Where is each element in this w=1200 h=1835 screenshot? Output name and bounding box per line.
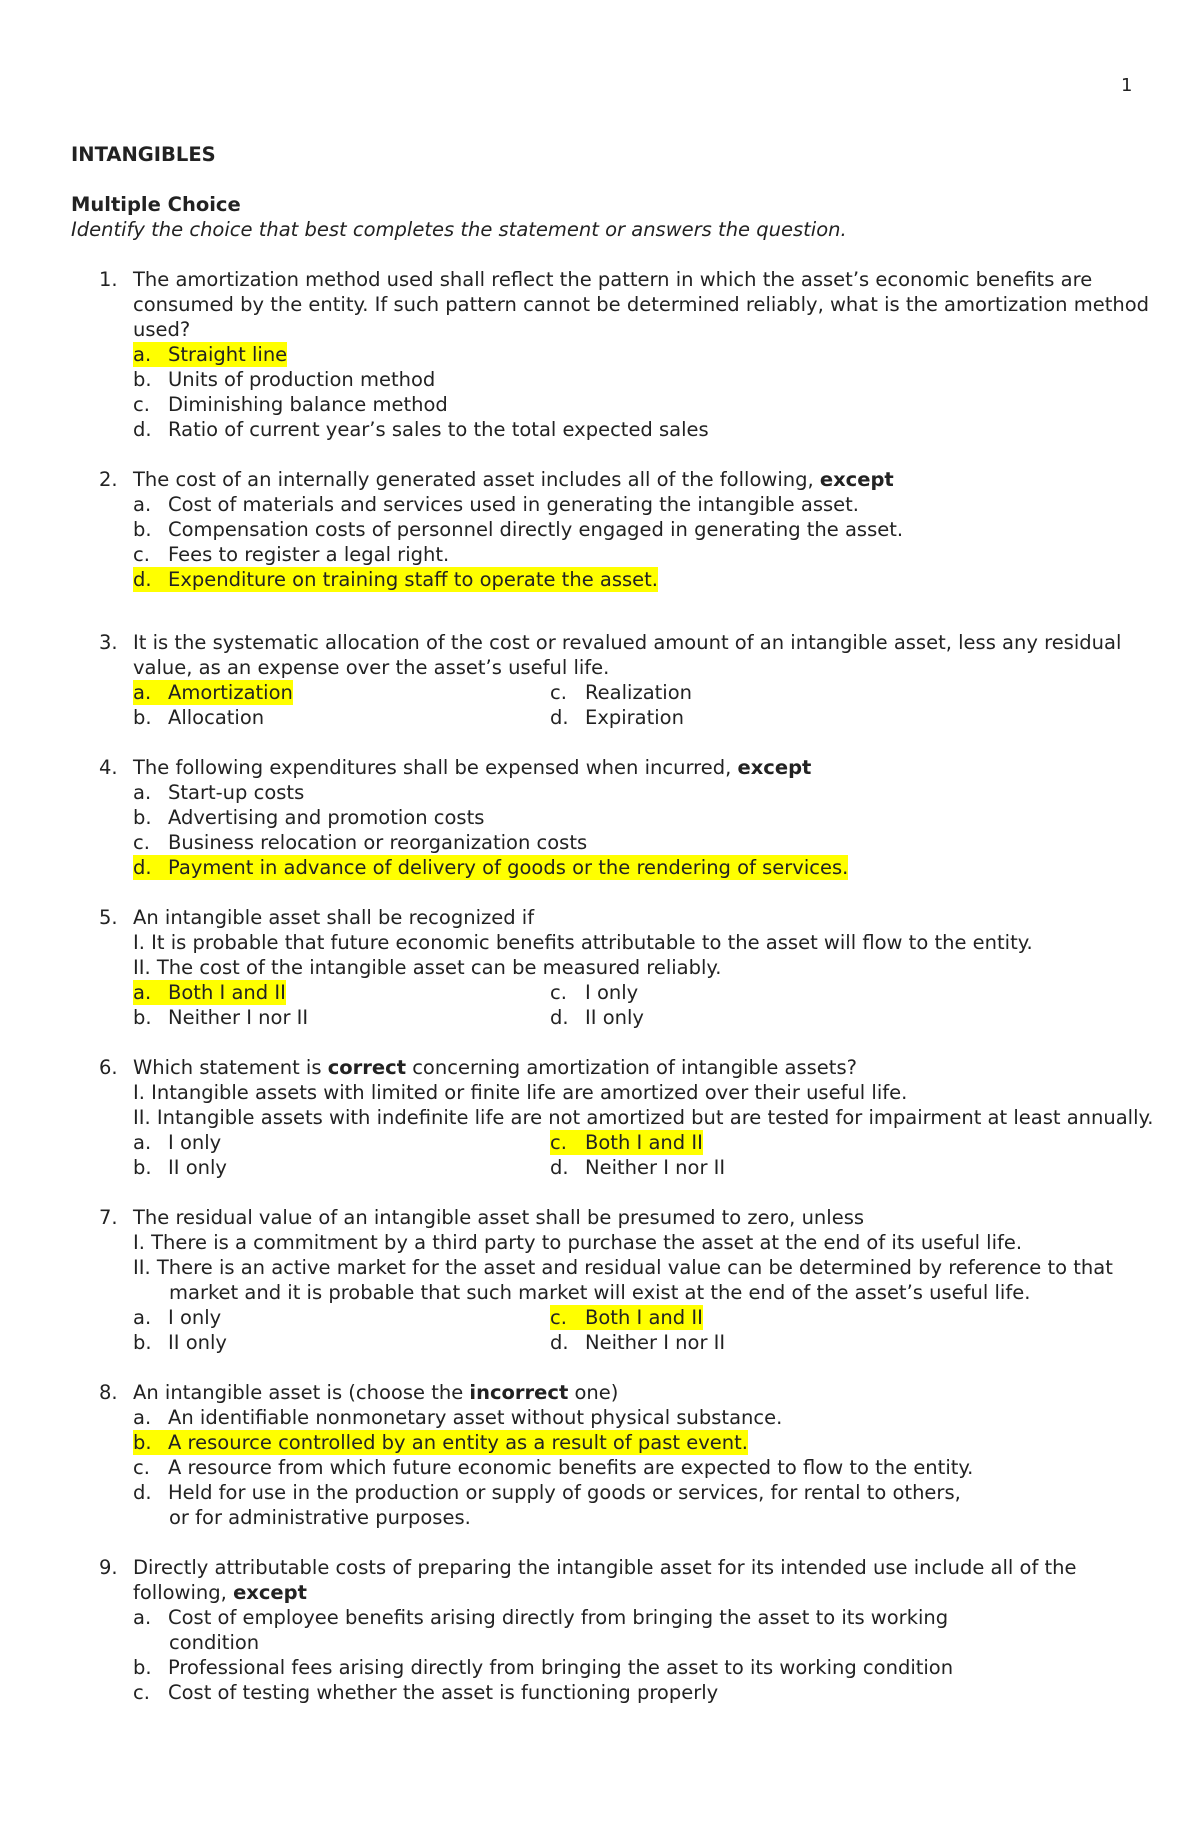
choice-b: b. Neither I nor II [133,1006,309,1029]
choice-b: b. Units of production method [133,368,436,391]
choice-a: a. Cost of materials and services used in generating the intangible asset. [133,493,859,516]
question-5 [71,905,1131,1030]
choice-b: b. II only [133,1156,227,1179]
question-2 [71,467,1131,592]
statement-2-continued: market and it is probable that such market will exist at the end of the asset’s useful life. [169,1281,1031,1304]
page-number: 1 [1121,75,1133,96]
choice-a-correct: a. Both I and II [133,981,286,1004]
question-text: An intangible asset is (choose the incorrect one) [133,1381,619,1404]
question-number: 3. [99,631,118,654]
choice-b-correct: b. A resource controlled by an entity as a result of past event. [133,1431,748,1454]
question-3 [71,630,1131,730]
question-text: The amortization method used shall reflect the pattern in which the asset’s economic benefits are [133,268,1093,291]
choice-c: c. Fees to register a legal right. [133,543,450,566]
choice-a-correct: a. Straight line [133,343,288,366]
question-number: 8. [99,1381,118,1404]
question-text: The following expenditures shall be expensed when incurred, except [133,756,812,779]
choice-a: a. I only [133,1131,222,1154]
question-text: An intangible asset shall be recognized if [133,906,535,929]
choice-b: b. Allocation [133,706,265,729]
document-body [71,142,1154,1705]
instructions: Identify the choice that best completes the statement or answers the question. [71,218,847,241]
question-number: 6. [99,1056,118,1079]
question-number: 4. [99,756,118,779]
question-text: It is the systematic allocation of the cost or revalued amount of an intangible asset, less any residual [133,631,1122,654]
choice-d-correct: d. Expenditure on training staff to operate the asset. [133,568,658,591]
choice-d: d. Held for use in the production or supply of goods or services, for rental to others, [133,1481,961,1504]
choice-d: d. Neither I nor II [550,1331,726,1354]
choice-d-correct: d. Payment in advance of delivery of goods or the rendering of services. [133,856,849,879]
choice-b: b. II only [133,1331,227,1354]
choice-c: c. Business relocation or reorganization costs [133,831,588,854]
choice-a: a. Start-up costs [133,781,305,804]
question-text: Which statement is correct concerning amortization of intangible assets? [133,1056,857,1079]
statement-2: II. There is an active market for the asset and residual value can be determined by reference to that [133,1256,1113,1279]
question-number: 7. [99,1206,118,1229]
question-text: The cost of an internally generated asset includes all of the following, except [133,468,894,491]
document-title: INTANGIBLES [71,143,216,166]
question-6 [71,1055,1154,1180]
choice-c: c. A resource from which future economic benefits are expected to flow to the entity. [133,1456,974,1479]
question-text: value, as an expense over the asset’s useful life. [133,656,610,679]
choice-c: c. Diminishing balance method [133,393,448,416]
question-1 [71,267,1150,442]
question-number: 9. [99,1556,118,1579]
statement-2: II. Intangible assets with indefinite life are not amortized but are tested for impairment at least annually. [133,1106,1154,1129]
choice-b: b. Advertising and promotion costs [133,806,485,829]
question-text: consumed by the entity. If such pattern cannot be determined reliably, what is the amortization method [133,293,1150,316]
choice-a: a. I only [133,1306,222,1329]
choice-a-continued: condition [169,1631,260,1654]
statement-1: I. There is a commitment by a third party to purchase the asset at the end of its useful life. [133,1231,1023,1254]
question-text: following, except [133,1581,307,1604]
question-number: 5. [99,906,118,929]
question-9 [71,1555,1131,1705]
choice-c: c. Cost of testing whether the asset is functioning properly [133,1681,719,1704]
choice-a: a. Cost of employee benefits arising directly from bringing the asset to its working [133,1606,949,1629]
question-7 [71,1205,1131,1355]
choice-c-correct: c. Both I and II [550,1306,703,1329]
statement-2: II. The cost of the intangible asset can be measured reliably. [133,956,722,979]
choice-a-correct: a. Amortization [133,681,293,704]
question-8 [71,1380,1131,1530]
choice-a: a. An identifiable nonmonetary asset without physical substance. [133,1406,783,1429]
question-text: The residual value of an intangible asset shall be presumed to zero, unless [133,1206,865,1229]
question-text: Directly attributable costs of preparing the intangible asset for its intended use include all of the [133,1556,1077,1579]
choice-d: d. Expiration [550,706,684,729]
choice-c-correct: c. Both I and II [550,1131,703,1154]
section-heading: Multiple Choice [71,193,241,216]
choice-c: c. Realization [550,681,692,704]
choice-d-continued: or for administrative purposes. [169,1506,471,1529]
choice-d: d. II only [550,1006,644,1029]
question-number: 2. [99,468,118,491]
question-text: used? [133,318,191,341]
question-number: 1. [99,268,118,291]
choice-d: d. Neither I nor II [550,1156,726,1179]
statement-1: I. It is probable that future economic benefits attributable to the asset will flow to the entity. [133,931,1033,954]
question-4 [71,755,1131,880]
choice-c: c. I only [550,981,639,1004]
statement-1: I. Intangible assets with limited or finite life are amortized over their useful life. [133,1081,908,1104]
choice-b: b. Professional fees arising directly from bringing the asset to its working condition [133,1656,954,1679]
choice-d: d. Ratio of current year’s sales to the total expected sales [133,418,709,441]
choice-b: b. Compensation costs of personnel directly engaged in generating the asset. [133,518,904,541]
